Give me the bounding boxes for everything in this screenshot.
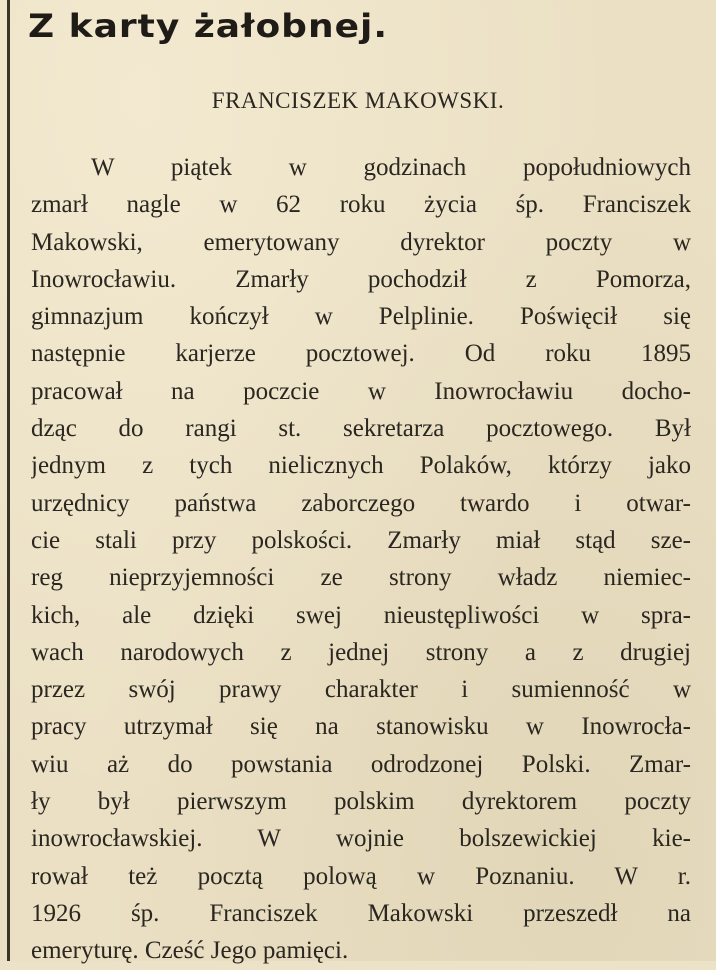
article-line: Inowrocławiu. Zmarły pochodził z Pomorza, [31, 265, 691, 293]
article-line: ły był pierwszym polskim dyrektorem poczty [31, 788, 691, 816]
article-line: Makowski, emerytowany dyrektor poczty w [31, 228, 691, 256]
article-line: zmarł nagle w 62 roku życia śp. Franciszek [31, 191, 691, 219]
article-line: wiu aż do powstania odrodzonej Polski. Zmar- [31, 750, 691, 778]
article-line: następnie karjerze pocztowej. Od roku 1895 [31, 340, 691, 368]
article-line: 1926 śp. Franciszek Makowski przeszedł na [31, 899, 691, 927]
article-line: emeryturę. Cześć Jego pamięci. [31, 937, 349, 965]
article-line: gimnazjum kończył w Pelplinie. Poświęcił się [31, 303, 691, 331]
article-line: reg nieprzyjemności ze strony władz niemiec- [31, 564, 691, 592]
section-heading: Z karty żałobnej. [28, 8, 389, 45]
article-title: FRANCISZEK MAKOWSKI. [211, 88, 505, 113]
article-line: jednym z tych nielicznych Polaków, którzy jako [31, 452, 691, 480]
article-line: przez swój prawy charakter i sumienność w [31, 676, 691, 704]
article-line: urzędnicy państwa zaborczego twardo i otwar- [31, 489, 691, 517]
article-line: W piątek w godzinach popołudniowych [91, 154, 691, 181]
article-line: cie stali przy polskości. Zmarły miał stąd sze- [31, 526, 691, 554]
article-line: inowrocławskiej. W wojnie bolszewickiej kie- [31, 825, 691, 853]
article-line: pracował na poczcie w Inowrocławiu docho- [31, 377, 691, 405]
article-line: pracy utrzymał się na stanowisku w Inowrocła- [31, 713, 691, 741]
article-line: dząc do rangi st. sekretarza pocztowego. Był [31, 415, 691, 443]
article-line: kich, ale dzięki swej nieustępliwości w spra- [31, 601, 691, 629]
column-rule [7, 0, 10, 961]
article-line: rował też pocztą polową w Poznaniu. W r. [31, 862, 691, 890]
article-line: wach narodowych z jednej strony a z drugiej [31, 638, 691, 666]
article-body [31, 149, 691, 970]
